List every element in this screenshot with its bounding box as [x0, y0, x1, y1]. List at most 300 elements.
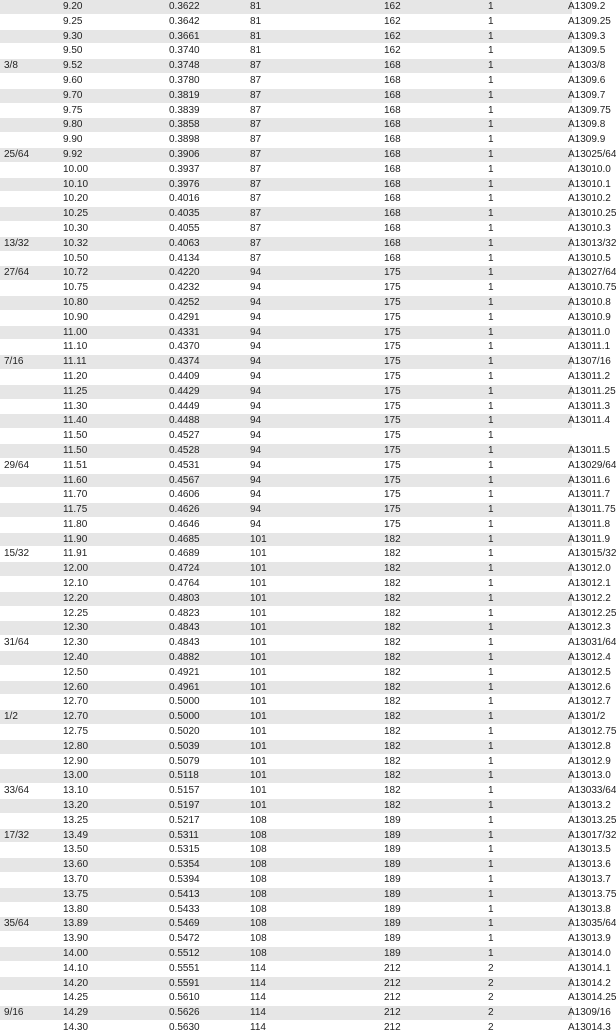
flute-length-cell: 81 — [250, 29, 330, 44]
pack-qty-cell: 1 — [488, 621, 564, 636]
overall-length-cell: 182 — [330, 621, 488, 636]
overall-length-cell: 175 — [330, 310, 488, 325]
pack-qty-cell: 2 — [488, 1006, 564, 1021]
overall-length-cell: 212 — [330, 961, 488, 976]
inch-cell: 0.5469 — [169, 917, 250, 932]
part-number-cell: A13012.2 — [564, 591, 572, 606]
pack-qty-cell: 1 — [488, 754, 564, 769]
fraction-cell — [0, 577, 63, 592]
mm-cell: 9.60 — [63, 73, 169, 88]
inch-cell: 0.4449 — [169, 399, 250, 414]
pack-qty-cell: 1 — [488, 369, 564, 384]
fraction-cell: 17/32 — [0, 828, 63, 843]
pack-qty-cell: 1 — [488, 88, 564, 103]
table-row — [0, 932, 572, 947]
fraction-cell — [0, 14, 63, 29]
flute-length-cell: 87 — [250, 88, 330, 103]
overall-length-cell: 175 — [330, 384, 488, 399]
part-number-cell: A13013.5 — [564, 843, 572, 858]
inch-cell: 0.4626 — [169, 503, 250, 518]
part-number-cell: A13017/32 — [564, 828, 572, 843]
fraction-cell: 7/16 — [0, 355, 63, 370]
fraction-cell — [0, 73, 63, 88]
fraction-cell — [0, 473, 63, 488]
part-number-cell: A13033/64 — [564, 784, 572, 799]
mm-cell: 12.40 — [63, 651, 169, 666]
overall-length-cell: 162 — [330, 0, 488, 14]
overall-length-cell: 175 — [330, 340, 488, 355]
inch-cell: 0.5394 — [169, 873, 250, 888]
inch-cell: 0.3976 — [169, 177, 250, 192]
overall-length-cell: 182 — [330, 591, 488, 606]
part-number-cell: A13012.4 — [564, 651, 572, 666]
part-number-cell: A1309.75 — [564, 103, 572, 118]
table-row — [0, 769, 572, 784]
overall-length-cell: 175 — [330, 458, 488, 473]
table-row — [0, 73, 572, 88]
overall-length-cell: 182 — [330, 636, 488, 651]
inch-cell: 0.4527 — [169, 429, 250, 444]
table-row — [0, 1020, 572, 1035]
part-number-cell: A13011.3 — [564, 399, 572, 414]
inch-cell: 0.5118 — [169, 769, 250, 784]
mm-cell: 14.10 — [63, 961, 169, 976]
inch-cell: 0.4252 — [169, 295, 250, 310]
part-number-cell: A13010.25 — [564, 207, 572, 222]
inch-cell: 0.3740 — [169, 44, 250, 59]
table-row — [0, 369, 572, 384]
flute-length-cell: 101 — [250, 577, 330, 592]
mm-cell: 9.70 — [63, 88, 169, 103]
fraction-cell — [0, 976, 63, 991]
pack-qty-cell: 1 — [488, 0, 564, 14]
overall-length-cell: 189 — [330, 902, 488, 917]
table-row — [0, 221, 572, 236]
pack-qty-cell: 1 — [488, 843, 564, 858]
inch-cell: 0.4291 — [169, 310, 250, 325]
part-number-cell: A1309.7 — [564, 88, 572, 103]
mm-cell: 11.90 — [63, 532, 169, 547]
part-number-cell: A13013.7 — [564, 873, 572, 888]
fraction-cell — [0, 873, 63, 888]
mm-cell: 11.80 — [63, 517, 169, 532]
mm-cell: 11.30 — [63, 399, 169, 414]
mm-cell: 14.29 — [63, 1006, 169, 1021]
overall-length-cell: 168 — [330, 73, 488, 88]
fraction-cell — [0, 369, 63, 384]
overall-length-cell: 175 — [330, 295, 488, 310]
overall-length-cell: 189 — [330, 813, 488, 828]
fraction-cell — [0, 769, 63, 784]
fraction-cell — [0, 813, 63, 828]
fraction-cell — [0, 621, 63, 636]
flute-length-cell: 108 — [250, 932, 330, 947]
mm-cell: 13.70 — [63, 873, 169, 888]
pack-qty-cell: 1 — [488, 325, 564, 340]
inch-cell: 0.4764 — [169, 577, 250, 592]
table-row — [0, 858, 572, 873]
mm-cell: 14.00 — [63, 947, 169, 962]
table-row — [0, 636, 572, 651]
pack-qty-cell: 1 — [488, 947, 564, 962]
pack-qty-cell: 1 — [488, 147, 564, 162]
flute-length-cell: 108 — [250, 828, 330, 843]
flute-length-cell: 101 — [250, 532, 330, 547]
inch-cell: 0.4843 — [169, 636, 250, 651]
overall-length-cell: 182 — [330, 562, 488, 577]
overall-length-cell: 175 — [330, 443, 488, 458]
inch-cell: 0.4689 — [169, 547, 250, 562]
pack-qty-cell: 1 — [488, 784, 564, 799]
mm-cell: 10.80 — [63, 295, 169, 310]
mm-cell: 10.00 — [63, 162, 169, 177]
mm-cell: 12.60 — [63, 680, 169, 695]
pack-qty-cell: 1 — [488, 591, 564, 606]
overall-length-cell: 168 — [330, 162, 488, 177]
overall-length-cell: 168 — [330, 59, 488, 74]
pack-qty-cell: 1 — [488, 917, 564, 932]
inch-cell: 0.4063 — [169, 236, 250, 251]
part-number-cell: A13010.8 — [564, 295, 572, 310]
inch-cell: 0.4685 — [169, 532, 250, 547]
inch-cell: 0.4134 — [169, 251, 250, 266]
table-row — [0, 961, 572, 976]
mm-cell: 11.11 — [63, 355, 169, 370]
overall-length-cell: 182 — [330, 754, 488, 769]
inch-cell: 0.3937 — [169, 162, 250, 177]
flute-length-cell: 94 — [250, 266, 330, 281]
pack-qty-cell: 1 — [488, 458, 564, 473]
flute-length-cell: 114 — [250, 976, 330, 991]
pack-qty-cell: 1 — [488, 887, 564, 902]
mm-cell: 10.25 — [63, 207, 169, 222]
table-row — [0, 384, 572, 399]
fraction-cell — [0, 384, 63, 399]
overall-length-cell: 175 — [330, 503, 488, 518]
inch-cell: 0.3839 — [169, 103, 250, 118]
pack-qty-cell: 1 — [488, 902, 564, 917]
overall-length-cell: 175 — [330, 488, 488, 503]
part-number-cell: A13014.0 — [564, 947, 572, 962]
flute-length-cell: 101 — [250, 547, 330, 562]
mm-cell: 11.91 — [63, 547, 169, 562]
mm-cell: 12.20 — [63, 591, 169, 606]
pack-qty-cell: 1 — [488, 207, 564, 222]
flute-length-cell: 101 — [250, 799, 330, 814]
mm-cell: 10.30 — [63, 221, 169, 236]
inch-cell: 0.4823 — [169, 606, 250, 621]
pack-qty-cell: 1 — [488, 443, 564, 458]
mm-cell: 9.50 — [63, 44, 169, 59]
table-row — [0, 784, 572, 799]
fraction-cell: 25/64 — [0, 147, 63, 162]
overall-length-cell: 175 — [330, 414, 488, 429]
pack-qty-cell: 1 — [488, 828, 564, 843]
pack-qty-cell: 1 — [488, 769, 564, 784]
part-number-cell: A13012.75 — [564, 725, 572, 740]
table-row — [0, 177, 572, 192]
inch-cell: 0.5413 — [169, 887, 250, 902]
overall-length-cell: 182 — [330, 606, 488, 621]
pack-qty-cell: 1 — [488, 739, 564, 754]
part-number-cell — [564, 429, 572, 444]
table-row — [0, 503, 572, 518]
table-row — [0, 118, 572, 133]
pack-qty-cell: 1 — [488, 192, 564, 207]
flute-length-cell: 108 — [250, 873, 330, 888]
flute-length-cell: 87 — [250, 133, 330, 148]
overall-length-cell: 168 — [330, 251, 488, 266]
mm-cell: 12.90 — [63, 754, 169, 769]
pack-qty-cell: 1 — [488, 281, 564, 296]
pack-qty-cell: 1 — [488, 355, 564, 370]
mm-cell: 10.90 — [63, 310, 169, 325]
flute-length-cell: 94 — [250, 458, 330, 473]
flute-length-cell: 101 — [250, 769, 330, 784]
part-number-cell: A13011.4 — [564, 414, 572, 429]
table-row — [0, 843, 572, 858]
flute-length-cell: 101 — [250, 739, 330, 754]
flute-length-cell: 114 — [250, 1020, 330, 1035]
overall-length-cell: 168 — [330, 88, 488, 103]
part-number-cell: A13014.1 — [564, 961, 572, 976]
mm-cell: 13.25 — [63, 813, 169, 828]
overall-length-cell: 175 — [330, 369, 488, 384]
table-row — [0, 606, 572, 621]
flute-length-cell: 94 — [250, 310, 330, 325]
mm-cell: 11.50 — [63, 443, 169, 458]
pack-qty-cell: 1 — [488, 14, 564, 29]
fraction-cell — [0, 133, 63, 148]
part-number-cell: A13013.2 — [564, 799, 572, 814]
overall-length-cell: 182 — [330, 547, 488, 562]
fraction-cell — [0, 44, 63, 59]
mm-cell: 10.10 — [63, 177, 169, 192]
mm-cell: 12.10 — [63, 577, 169, 592]
table-row — [0, 710, 572, 725]
fraction-cell — [0, 488, 63, 503]
overall-length-cell: 189 — [330, 947, 488, 962]
part-number-cell: A13013.0 — [564, 769, 572, 784]
part-number-cell: A1309/16 — [564, 1006, 572, 1021]
flute-length-cell: 81 — [250, 14, 330, 29]
fraction-cell: 1/2 — [0, 710, 63, 725]
mm-cell: 10.32 — [63, 236, 169, 251]
pack-qty-cell: 1 — [488, 44, 564, 59]
table-row — [0, 355, 572, 370]
pack-qty-cell: 1 — [488, 606, 564, 621]
part-number-cell: A13012.1 — [564, 577, 572, 592]
pack-qty-cell: 1 — [488, 221, 564, 236]
mm-cell: 13.00 — [63, 769, 169, 784]
flute-length-cell: 114 — [250, 961, 330, 976]
flute-length-cell: 87 — [250, 147, 330, 162]
fraction-cell — [0, 0, 63, 14]
table-row — [0, 1006, 572, 1021]
fraction-cell — [0, 932, 63, 947]
mm-cell: 13.50 — [63, 843, 169, 858]
table-row — [0, 414, 572, 429]
table-row — [0, 281, 572, 296]
pack-qty-cell: 1 — [488, 517, 564, 532]
inch-cell: 0.4232 — [169, 281, 250, 296]
part-number-cell: A13010.0 — [564, 162, 572, 177]
table-row — [0, 695, 572, 710]
table-row — [0, 88, 572, 103]
mm-cell: 13.49 — [63, 828, 169, 843]
inch-cell: 0.3622 — [169, 0, 250, 14]
table-row — [0, 680, 572, 695]
fraction-cell — [0, 88, 63, 103]
fraction-cell — [0, 429, 63, 444]
part-number-cell: A13013.25 — [564, 813, 572, 828]
flute-length-cell: 94 — [250, 384, 330, 399]
overall-length-cell: 189 — [330, 887, 488, 902]
inch-cell: 0.5217 — [169, 813, 250, 828]
fraction-cell — [0, 665, 63, 680]
overall-length-cell: 182 — [330, 695, 488, 710]
flute-length-cell: 87 — [250, 73, 330, 88]
fraction-cell — [0, 177, 63, 192]
overall-length-cell: 162 — [330, 29, 488, 44]
mm-cell: 13.90 — [63, 932, 169, 947]
table-row — [0, 991, 572, 1006]
pack-qty-cell: 1 — [488, 532, 564, 547]
pack-qty-cell: 1 — [488, 429, 564, 444]
part-number-cell: A13012.3 — [564, 621, 572, 636]
fraction-cell — [0, 221, 63, 236]
part-number-cell: A13010.3 — [564, 221, 572, 236]
pack-qty-cell: 1 — [488, 29, 564, 44]
part-number-cell: A13013/32 — [564, 236, 572, 251]
part-number-cell: A13031/64 — [564, 636, 572, 651]
inch-cell: 0.4567 — [169, 473, 250, 488]
fraction-cell — [0, 517, 63, 532]
overall-length-cell: 168 — [330, 236, 488, 251]
inch-cell: 0.5197 — [169, 799, 250, 814]
fraction-cell — [0, 281, 63, 296]
flute-length-cell: 87 — [250, 192, 330, 207]
mm-cell: 12.70 — [63, 695, 169, 710]
inch-cell: 0.4921 — [169, 665, 250, 680]
inch-cell: 0.4488 — [169, 414, 250, 429]
flute-length-cell: 108 — [250, 843, 330, 858]
pack-qty-cell: 1 — [488, 73, 564, 88]
pack-qty-cell: 2 — [488, 1020, 564, 1035]
pack-qty-cell: 1 — [488, 710, 564, 725]
inch-cell: 0.4606 — [169, 488, 250, 503]
pack-qty-cell: 1 — [488, 473, 564, 488]
table-row — [0, 133, 572, 148]
table-row — [0, 251, 572, 266]
overall-length-cell: 168 — [330, 207, 488, 222]
fraction-cell — [0, 591, 63, 606]
pack-qty-cell: 1 — [488, 59, 564, 74]
fraction-cell — [0, 606, 63, 621]
part-number-cell: A1309.2 — [564, 0, 572, 14]
part-number-cell: A13029/64 — [564, 458, 572, 473]
part-number-cell: A13010.5 — [564, 251, 572, 266]
overall-length-cell: 162 — [330, 44, 488, 59]
fraction-cell — [0, 532, 63, 547]
inch-cell: 0.4331 — [169, 325, 250, 340]
mm-cell: 12.80 — [63, 739, 169, 754]
flute-length-cell: 94 — [250, 414, 330, 429]
fraction-cell: 29/64 — [0, 458, 63, 473]
part-number-cell: A13010.2 — [564, 192, 572, 207]
table-row — [0, 103, 572, 118]
fraction-cell — [0, 310, 63, 325]
part-number-cell: A1309.8 — [564, 118, 572, 133]
overall-length-cell: 182 — [330, 665, 488, 680]
pack-qty-cell: 1 — [488, 858, 564, 873]
mm-cell: 11.10 — [63, 340, 169, 355]
fraction-cell — [0, 1020, 63, 1035]
part-number-cell: A13027/64 — [564, 266, 572, 281]
part-number-cell: A13013.6 — [564, 858, 572, 873]
flute-length-cell: 87 — [250, 236, 330, 251]
fraction-cell: 9/16 — [0, 1006, 63, 1021]
overall-length-cell: 182 — [330, 784, 488, 799]
pack-qty-cell: 1 — [488, 295, 564, 310]
inch-cell: 0.4531 — [169, 458, 250, 473]
mm-cell: 13.80 — [63, 902, 169, 917]
fraction-cell — [0, 325, 63, 340]
fraction-cell: 13/32 — [0, 236, 63, 251]
part-number-cell: A13011.8 — [564, 517, 572, 532]
flute-length-cell: 108 — [250, 813, 330, 828]
pack-qty-cell: 1 — [488, 236, 564, 251]
mm-cell: 9.92 — [63, 147, 169, 162]
flute-length-cell: 101 — [250, 680, 330, 695]
part-number-cell: A1303/8 — [564, 59, 572, 74]
inch-cell: 0.4528 — [169, 443, 250, 458]
flute-length-cell: 114 — [250, 991, 330, 1006]
inch-cell: 0.4370 — [169, 340, 250, 355]
part-number-cell: A1309.5 — [564, 44, 572, 59]
flute-length-cell: 108 — [250, 917, 330, 932]
fraction-cell — [0, 295, 63, 310]
flute-length-cell: 108 — [250, 902, 330, 917]
mm-cell: 11.25 — [63, 384, 169, 399]
flute-length-cell: 87 — [250, 207, 330, 222]
mm-cell: 9.80 — [63, 118, 169, 133]
fraction-cell — [0, 192, 63, 207]
part-number-cell: A13011.6 — [564, 473, 572, 488]
overall-length-cell: 182 — [330, 739, 488, 754]
overall-length-cell: 175 — [330, 429, 488, 444]
inch-cell: 0.4374 — [169, 355, 250, 370]
part-number-cell: A13012.8 — [564, 739, 572, 754]
mm-cell: 14.25 — [63, 991, 169, 1006]
flute-length-cell: 87 — [250, 103, 330, 118]
flute-length-cell: 94 — [250, 355, 330, 370]
mm-cell: 12.75 — [63, 725, 169, 740]
table-row — [0, 947, 572, 962]
part-number-cell: A13011.1 — [564, 340, 572, 355]
flute-length-cell: 81 — [250, 0, 330, 14]
overall-length-cell: 189 — [330, 828, 488, 843]
table-row — [0, 147, 572, 162]
part-number-cell: A1307/16 — [564, 355, 572, 370]
mm-cell: 13.10 — [63, 784, 169, 799]
overall-length-cell: 168 — [330, 103, 488, 118]
fraction-cell — [0, 29, 63, 44]
inch-cell: 0.5626 — [169, 1006, 250, 1021]
pack-qty-cell: 1 — [488, 665, 564, 680]
fraction-cell: 31/64 — [0, 636, 63, 651]
pack-qty-cell: 1 — [488, 118, 564, 133]
